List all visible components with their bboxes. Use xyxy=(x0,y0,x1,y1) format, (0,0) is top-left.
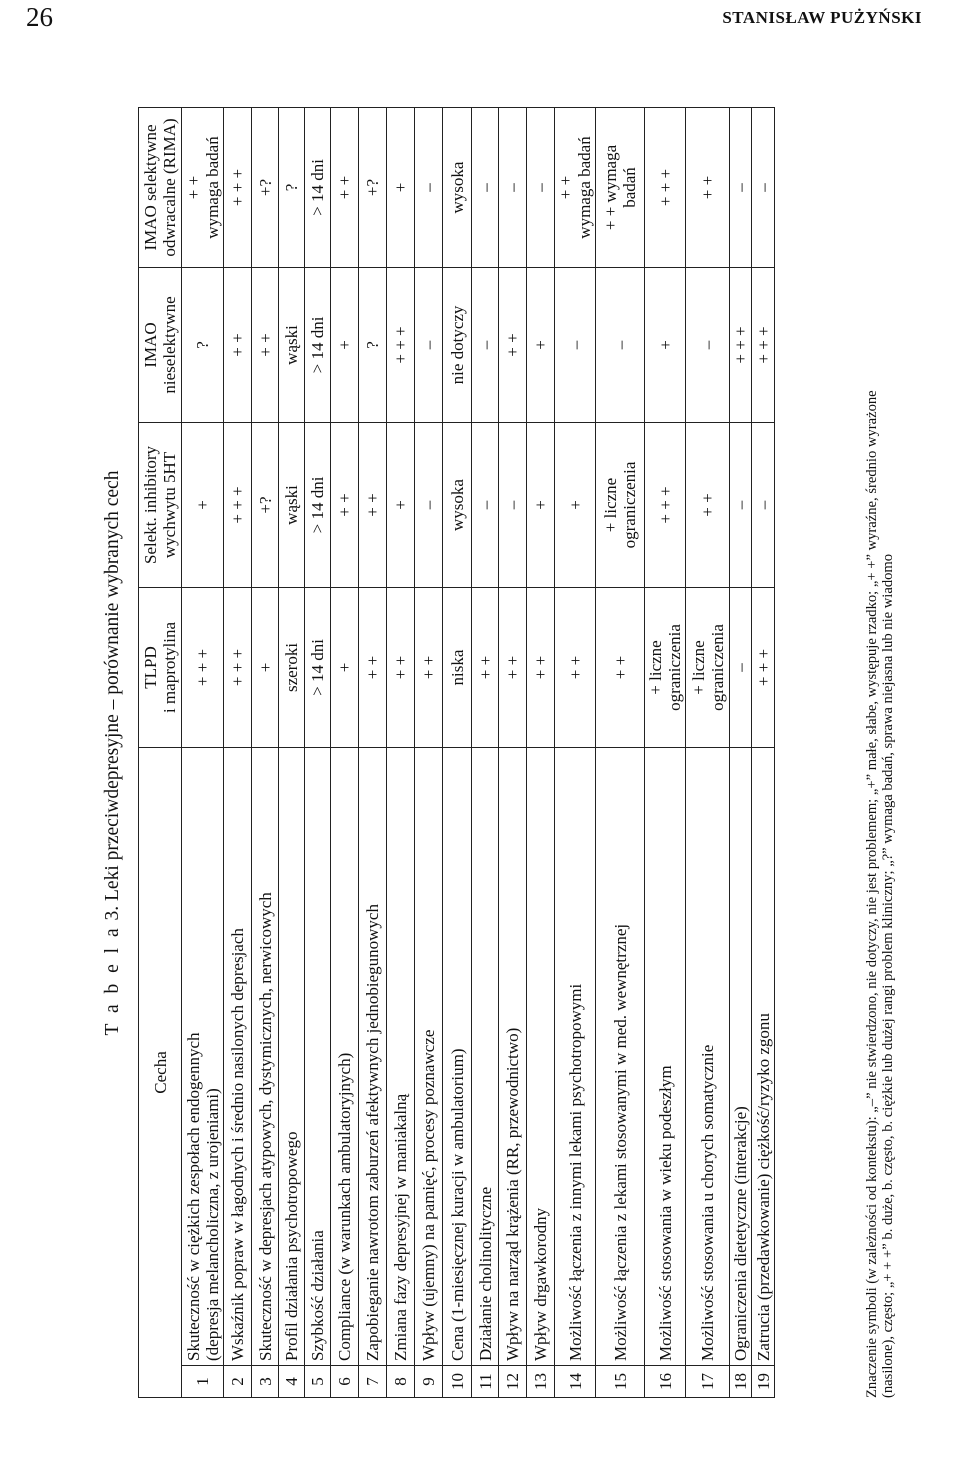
row-number: 15 xyxy=(596,1366,645,1398)
row-feature xyxy=(387,747,415,1365)
row-feature-line: Zatrucia (przedawkowanie) ciężkość/ryzyko zgonu xyxy=(753,1013,773,1361)
cell-imao xyxy=(686,267,730,422)
cell-ssri-line: wąski xyxy=(282,485,301,525)
row-feature xyxy=(555,747,596,1365)
cell-ssri-line: – xyxy=(503,500,522,510)
row-feature-line: Możliwość stosowania w wieku podeszłym xyxy=(655,1065,675,1361)
cell-ssri xyxy=(730,422,752,587)
header-col2-line1: Selekt. inhibitory xyxy=(141,445,160,565)
header-col3-line2: nieselektywne xyxy=(160,296,179,394)
row-feature xyxy=(527,747,555,1365)
cell-imao-line: – xyxy=(698,340,717,350)
cell-ssri xyxy=(415,422,443,587)
table-row xyxy=(359,107,387,1397)
row-number: 18 xyxy=(730,1366,752,1398)
cell-imao-line: + + + xyxy=(731,326,750,364)
notes-line-2: (nasilone), często; „+ + +” b. duże, b. często, b. ciężkie lub dużej rangi problem kliniczny; „?” wymaga badań, sprawa niejasna lub nie wiadomo xyxy=(880,553,896,1398)
cell-rima xyxy=(645,107,686,267)
caption-title: Leki przeciwdepresyjne – porównanie wybranych cech xyxy=(102,470,123,901)
row-number: 1 xyxy=(182,1366,224,1398)
cell-tlpd-line: + liczne xyxy=(688,640,708,695)
row-feature xyxy=(252,747,279,1365)
row-feature-line: (depresja melancholiczna, z urojeniami) xyxy=(202,1088,222,1361)
cell-imao xyxy=(415,267,443,422)
row-number: 16 xyxy=(645,1366,686,1398)
cell-imao-line: wąski xyxy=(282,325,301,365)
cell-imao xyxy=(305,267,331,422)
header-col4-line1: IMAO selektywne xyxy=(141,124,160,251)
cell-tlpd xyxy=(499,587,527,747)
row-feature-line: Możliwość łączenia z lekami stosowanymi w med. wewnętrznej xyxy=(610,923,630,1361)
table-row xyxy=(252,107,279,1397)
cell-rima xyxy=(224,107,252,267)
cell-ssri xyxy=(596,422,645,587)
cell-rima-line: + + xyxy=(698,175,717,200)
cell-ssri xyxy=(686,422,730,587)
cell-tlpd-line: + + xyxy=(610,655,630,680)
cell-tlpd-line: ograniczenia xyxy=(707,624,727,711)
cell-tlpd xyxy=(472,587,499,747)
cell-tlpd-line: + + xyxy=(419,655,438,680)
cell-imao-line: – xyxy=(610,340,630,350)
cell-ssri xyxy=(331,422,359,587)
cell-tlpd xyxy=(252,587,279,747)
row-feature xyxy=(596,747,645,1365)
cell-rima-line: wymaga badań xyxy=(575,136,594,239)
row-number: 19 xyxy=(752,1366,775,1398)
header-col4-line2: odwracalne (RIMA) xyxy=(160,118,179,257)
row-number: 7 xyxy=(359,1366,387,1398)
cell-imao xyxy=(645,267,686,422)
cell-tlpd-line: + + + xyxy=(193,648,212,687)
cell-tlpd-line: + + xyxy=(391,655,410,680)
table-caption xyxy=(88,108,138,1398)
cell-imao-line: + + + xyxy=(391,326,410,364)
cell-rima-line: +? xyxy=(363,178,382,197)
cell-ssri-line: + + xyxy=(363,493,382,517)
cell-rima-line: > 14 dni xyxy=(308,159,327,216)
row-feature xyxy=(415,747,443,1365)
row-number: 6 xyxy=(331,1366,359,1398)
cell-tlpd xyxy=(645,587,686,747)
cell-tlpd-line: + liczne xyxy=(646,640,665,695)
cell-imao xyxy=(752,267,775,422)
cell-imao-line: + + + xyxy=(753,326,773,364)
cell-rima xyxy=(752,107,775,267)
cell-ssri xyxy=(752,422,775,587)
row-feature-line: Wpływ na narząd krążenia (RR, przewodnictwo) xyxy=(503,1027,522,1361)
cell-ssri xyxy=(387,422,415,587)
cell-tlpd xyxy=(686,587,730,747)
row-feature xyxy=(686,747,730,1365)
cell-ssri xyxy=(645,422,686,587)
row-feature-line: Szybkość działania xyxy=(308,1230,327,1361)
header-col2-line2: wychwytu 5HT xyxy=(160,451,179,559)
cell-ssri xyxy=(359,422,387,587)
row-feature-line: Profil działania psychotropowego xyxy=(282,1131,301,1361)
table-row xyxy=(527,107,555,1397)
table-row xyxy=(555,107,596,1397)
row-number: 8 xyxy=(387,1366,415,1398)
table-row xyxy=(645,107,686,1397)
cell-ssri-line: + + xyxy=(335,493,354,517)
cell-rima xyxy=(499,107,527,267)
cell-tlpd-line: + + xyxy=(565,655,585,680)
cell-imao xyxy=(730,267,752,422)
cell-imao-line: + + xyxy=(255,333,275,357)
cell-rima xyxy=(331,107,359,267)
cell-rima-line: + + + xyxy=(228,168,247,207)
row-number: 10 xyxy=(443,1366,472,1398)
row-feature-line: Możliwość stosowania u chorych somatycznie xyxy=(698,1044,717,1361)
row-feature-line: Skuteczność w depresjach atypowych, dystymicznych, nerwicowych xyxy=(255,892,275,1361)
cell-imao-line: ? xyxy=(363,341,382,349)
cell-ssri-line: + xyxy=(565,500,585,510)
row-number: 3 xyxy=(252,1366,279,1398)
row-number: 11 xyxy=(472,1366,499,1398)
cell-rima-line: +? xyxy=(255,178,275,197)
cell-tlpd-line: + + xyxy=(363,655,382,680)
header-col3 xyxy=(139,267,182,422)
cell-ssri-line: ograniczenia xyxy=(620,461,639,549)
cell-tlpd xyxy=(752,587,775,747)
header-col1-line1: TLPD xyxy=(141,646,160,689)
cell-ssri-line: – xyxy=(753,500,773,510)
cell-rima-line: + + xyxy=(183,175,203,200)
row-feature-line: Ograniczenia dietetyczne (interakcje) xyxy=(731,1106,750,1361)
cell-rima-line: wysoka xyxy=(447,161,467,214)
cell-ssri xyxy=(182,422,224,587)
row-feature-line: Compliance (w warunkach ambulatoryjnych) xyxy=(335,1052,354,1361)
row-feature xyxy=(224,747,252,1365)
cell-ssri-line: + xyxy=(531,500,550,510)
cell-ssri-line: – xyxy=(475,500,495,510)
table-row xyxy=(499,107,527,1397)
row-number: 13 xyxy=(527,1366,555,1398)
cell-ssri xyxy=(555,422,596,587)
cell-rima-line: wymaga badań xyxy=(202,136,222,239)
row-number: 2 xyxy=(224,1366,252,1398)
cell-imao-line: + xyxy=(655,340,675,350)
table-row xyxy=(730,107,752,1397)
row-feature xyxy=(645,747,686,1365)
cell-imao xyxy=(555,267,596,422)
cell-rima-line: – xyxy=(419,183,438,192)
cell-rima-line: ? xyxy=(282,183,301,192)
cell-tlpd xyxy=(527,587,555,747)
header-row xyxy=(139,107,182,1397)
cell-imao-line: nie dotyczy xyxy=(447,305,467,385)
cell-imao xyxy=(252,267,279,422)
cell-imao xyxy=(596,267,645,422)
cell-rima xyxy=(415,107,443,267)
cell-ssri xyxy=(279,422,305,587)
header-col4 xyxy=(139,107,182,267)
cell-imao xyxy=(224,267,252,422)
running-head: STANISŁAW PUŻYŃSKI xyxy=(722,8,922,27)
row-number: 5 xyxy=(305,1366,331,1398)
row-number: 4 xyxy=(279,1366,305,1398)
cell-tlpd xyxy=(555,587,596,747)
header-col3-line1: IMAO xyxy=(141,322,160,368)
cell-ssri-line: – xyxy=(731,500,750,510)
cell-rima-line: badań xyxy=(620,167,639,208)
cell-imao-line: ? xyxy=(193,341,212,349)
cell-ssri xyxy=(472,422,499,587)
cell-ssri xyxy=(224,422,252,587)
cell-tlpd xyxy=(387,587,415,747)
cell-ssri xyxy=(252,422,279,587)
row-feature xyxy=(752,747,775,1365)
table-row xyxy=(305,107,331,1397)
cell-rima xyxy=(555,107,596,267)
cell-rima-line: – xyxy=(503,183,522,192)
cell-imao xyxy=(499,267,527,422)
table-notes xyxy=(864,108,896,1398)
row-feature-line: Wskaźnik popraw w łagodnych i średnio nasilonych depresjach xyxy=(228,928,247,1361)
cell-tlpd xyxy=(359,587,387,747)
cell-imao xyxy=(387,267,415,422)
table-body xyxy=(182,107,775,1397)
cell-tlpd xyxy=(596,587,645,747)
cell-ssri-line: wysoka xyxy=(447,479,467,531)
cell-tlpd-line: niska xyxy=(447,649,467,686)
cell-tlpd-line: ograniczenia xyxy=(665,624,684,711)
cell-rima xyxy=(359,107,387,267)
cell-tlpd-line: + + + xyxy=(228,648,247,687)
row-feature xyxy=(182,747,224,1365)
table-row xyxy=(387,107,415,1397)
table-row xyxy=(686,107,730,1397)
cell-rima xyxy=(279,107,305,267)
row-feature-line: Wpływ (ujemny) na pamięć, procesy poznawcze xyxy=(419,1029,438,1361)
cell-ssri xyxy=(499,422,527,587)
cell-tlpd xyxy=(331,587,359,747)
cell-ssri-line: + + xyxy=(698,493,717,517)
cell-tlpd xyxy=(224,587,252,747)
cell-imao-line: – xyxy=(475,340,495,350)
cell-ssri xyxy=(527,422,555,587)
cell-imao-line: + + xyxy=(503,333,522,357)
row-feature xyxy=(279,747,305,1365)
row-feature xyxy=(305,747,331,1365)
cell-tlpd xyxy=(305,587,331,747)
cell-ssri-line: + + + xyxy=(228,486,247,524)
cell-rima-line: + xyxy=(391,182,410,193)
table-row xyxy=(279,107,305,1397)
table-row xyxy=(752,107,775,1397)
table-row xyxy=(472,107,499,1397)
cell-imao-line: – xyxy=(419,340,438,350)
cell-rima xyxy=(443,107,472,267)
cell-tlpd-line: + + xyxy=(531,655,550,680)
row-feature-line: Cena (1-miesięcznej kuracji w ambulatorium) xyxy=(447,1048,467,1361)
cell-tlpd-line: + + xyxy=(503,655,522,680)
cell-ssri-line: + + + xyxy=(655,486,675,524)
cell-rima xyxy=(730,107,752,267)
cell-tlpd xyxy=(443,587,472,747)
cell-imao xyxy=(182,267,224,422)
row-feature-line: Zmiana fazy depresyjnej w maniakalną xyxy=(391,1093,410,1361)
cell-ssri xyxy=(305,422,331,587)
row-feature xyxy=(730,747,752,1365)
cell-imao xyxy=(472,267,499,422)
table-row xyxy=(331,107,359,1397)
cell-rima xyxy=(527,107,555,267)
row-feature-line: Zapobieganie nawrotom zaburzeń afektywnych jednobiegunowych xyxy=(363,904,382,1361)
cell-imao-line: + xyxy=(531,340,550,350)
row-feature xyxy=(359,747,387,1365)
cell-imao xyxy=(443,267,472,422)
caption-label: T a b e l a xyxy=(102,925,123,1036)
header-feature: Cecha xyxy=(139,747,182,1397)
cell-tlpd-line: > 14 dni xyxy=(308,639,327,696)
cell-rima xyxy=(305,107,331,267)
cell-rima-line: + + + xyxy=(655,168,675,207)
row-feature xyxy=(499,747,527,1365)
cell-imao xyxy=(359,267,387,422)
cell-rima-line: – xyxy=(475,183,495,192)
cell-rima-line: + + wymaga xyxy=(601,144,620,231)
header-col1 xyxy=(139,587,182,747)
table-row xyxy=(443,107,472,1397)
row-feature-line: Działanie cholinolityczne xyxy=(475,1186,495,1361)
row-number: 14 xyxy=(555,1366,596,1398)
cell-rima xyxy=(686,107,730,267)
cell-rima-line: + + xyxy=(335,175,354,200)
row-number: 17 xyxy=(686,1366,730,1398)
cell-rima-line: – xyxy=(731,183,750,192)
cell-imao xyxy=(527,267,555,422)
cell-tlpd-line: + + + xyxy=(753,648,773,687)
cell-tlpd xyxy=(415,587,443,747)
caption-number: 3. xyxy=(102,905,123,921)
cell-rima xyxy=(387,107,415,267)
cell-imao-line: – xyxy=(565,340,585,350)
row-feature xyxy=(443,747,472,1365)
page-number: 26 xyxy=(26,2,53,32)
cell-imao xyxy=(279,267,305,422)
row-number: 9 xyxy=(415,1366,443,1398)
cell-ssri-line: +? xyxy=(255,496,275,514)
notes-line-1: Znaczenie symboli (w zależności od kontekstu): „–” nie stwierdzono, nie dotyczy, nie jest problemem; „+” małe, słabe, występuje rzadko; „+ +” wyraźne, średnio wyrażone xyxy=(864,390,880,1398)
cell-tlpd-line: + xyxy=(335,662,354,673)
cell-rima xyxy=(596,107,645,267)
cell-ssri-line: – xyxy=(419,500,438,510)
cell-tlpd xyxy=(730,587,752,747)
comparison-table xyxy=(138,107,775,1398)
cell-rima xyxy=(182,107,224,267)
row-feature xyxy=(331,747,359,1365)
header-col2 xyxy=(139,422,182,587)
row-feature xyxy=(472,747,499,1365)
cell-rima xyxy=(252,107,279,267)
row-feature-line: Wpływ drgawkorodny xyxy=(531,1207,550,1361)
cell-rima-line: – xyxy=(531,183,550,192)
cell-rima xyxy=(472,107,499,267)
cell-imao-line: + xyxy=(335,340,354,350)
cell-rima-line: – xyxy=(753,183,773,192)
cell-tlpd-line: – xyxy=(731,663,750,672)
cell-ssri-line: + xyxy=(391,500,410,510)
cell-tlpd-line: szeroki xyxy=(282,642,301,693)
cell-ssri xyxy=(443,422,472,587)
row-feature-line: Możliwość łączenia z innymi lekami psychotropowymi xyxy=(565,983,585,1361)
cell-rima-line: + + xyxy=(556,175,575,200)
cell-tlpd-line: + + xyxy=(475,655,495,680)
row-number: 12 xyxy=(499,1366,527,1398)
table-row xyxy=(415,107,443,1397)
cell-tlpd xyxy=(182,587,224,747)
table-row xyxy=(224,107,252,1397)
cell-tlpd xyxy=(279,587,305,747)
cell-tlpd-line: + xyxy=(255,662,275,673)
cell-imao-line: > 14 dni xyxy=(308,316,327,374)
cell-ssri-line: > 14 dni xyxy=(308,476,327,534)
cell-imao xyxy=(331,267,359,422)
cell-ssri-line: + xyxy=(193,500,212,510)
header-col1-line2: i maprotylina xyxy=(160,621,179,714)
row-feature-line: Skuteczność w ciężkich zespołach endogennych xyxy=(183,1032,203,1361)
table-row xyxy=(182,107,224,1397)
cell-ssri-line: + liczne xyxy=(601,477,620,533)
table-row xyxy=(596,107,645,1397)
cell-imao-line: + + xyxy=(228,333,247,357)
